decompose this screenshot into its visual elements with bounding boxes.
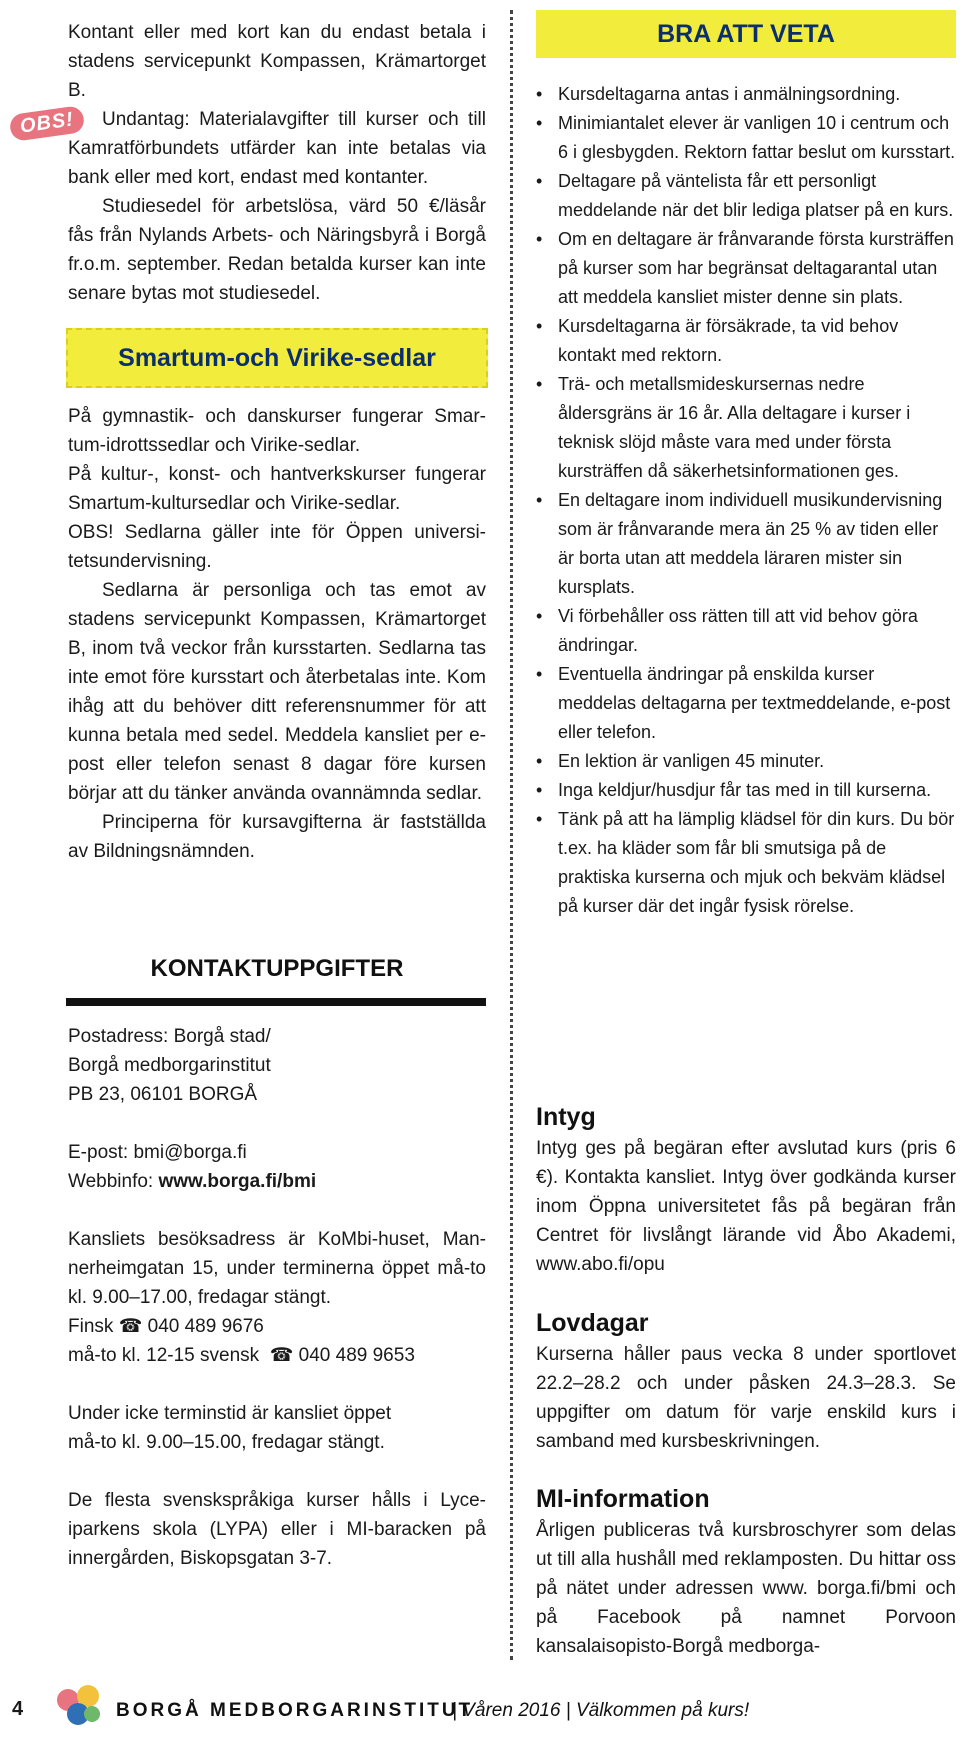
course-location: De flesta svenskspråkiga kurser hålls i Lyceiparkens skola (LYPA) eller i MI-baracken på innergården, Biskopsgatan 3-7. (68, 1490, 486, 1569)
exception-text: Undantag: Materialavgifter till kurser och till Kamratförbundets utfärder kan inte betalas via bank eller med kort, endast med kontanter. (68, 109, 486, 188)
info-bullet-item: • Vi förbehåller oss rätten till att vid behov göra ändringar. (536, 602, 956, 660)
info-bullet-item: • En lektion är vanligen 45 minuter. (536, 747, 956, 776)
address-line-1: Postadress: Borgå stad/ (68, 1026, 271, 1047)
visit-address: Kansliets besöksadress är KoMbi-huset, Mannerheimgatan 15, under terminerna öppet må-to kl. 9.00–17.00, fredagar stängt. (68, 1229, 486, 1308)
info-bullet-item: • Om en deltagare är frånvarande första kursträffen på kurser som har begränsat deltagarantal utan att meddela kansliet mister denne sin plats. (536, 225, 956, 312)
phone-icon: ☎ (269, 1345, 294, 1366)
info-bullet-item: • Inga keldjur/husdjur får tas med in till kurserna. (536, 776, 956, 805)
obs-badge: OBS! (8, 105, 85, 142)
info-bullet-item: • En deltagare inom individuell musikundervisning som är frånvarande mera än 25 % av tiden eller är borta utan att meddela läraren mister sin kursplats. (536, 486, 956, 602)
term-hours-1: Under icke terminstid är kansliet öppet (68, 1403, 392, 1424)
institute-name: BORGÅ MEDBORGARINSTITUT (116, 1700, 474, 1721)
page-number: 4 (12, 1698, 24, 1720)
phone-finnish-number: 040 489 9676 (147, 1316, 264, 1337)
column-divider (510, 10, 513, 1660)
bra-att-veta-heading: BRA ATT VETA (536, 10, 956, 58)
kontakt-rule (66, 998, 486, 1006)
smartum-text-4: Sedlarna är personliga och tas emot av stadens servicepunkt Kompassen, Krämartorget B, inom två veckor från kursstarten. Sedlarna tas inte emot före kursstart och återbetalas inte. Kom ihåg att du behöver ditt referensnummer för att kunna betala med sedel. Meddela kansliet per e-post eller telefon senast 8 dagar före kursen börjar att du tänker använda ovannämnda sedlar. (68, 580, 486, 804)
smartum-heading: Smartum-och Virike-sedlar (66, 328, 488, 388)
info-bullet-item: • Minimiantalet elever är vanligen 10 i centrum och 6 i glesbygden. Rektorn fattar beslut om kursstart. (536, 109, 956, 167)
smartum-text-3: OBS! Sedlarna gäller inte för Öppen universitetsundervisning. (68, 522, 486, 572)
info-bullet-item: • Trä- och metallsmideskursernas nedre åldersgräns är 16 år. Alla deltagare i kurser i teknisk slöjd måste vara med under första kursträffen då säkerhetsinformationen ges. (536, 370, 956, 486)
smartum-section (68, 402, 486, 866)
phone-finnish (68, 1312, 486, 1341)
info-bullet-item: • Tänk på att ha lämplig klädsel för din kurs. Du bör t.ex. ha kläder som får bli smutsiga på de praktiska kurserna och mjuk och bekväm klädsel på kurser där det ingår fysisk rörelse. (536, 805, 956, 921)
email-line: E-post: bmi@borga.fi (68, 1142, 247, 1163)
info-bullet-item: • Kursdeltagarna antas i anmälningsordning. (536, 80, 956, 109)
lovdagar-section (536, 1306, 956, 1456)
info-bullet-item: • Kursdeltagarna är försäkrade, ta vid behov kontakt med rektorn. (536, 312, 956, 370)
mi-text: Årligen publiceras två kursbroschyrer som delas ut till alla hushåll med reklamposten. Du hittar oss på nätet under adressen www. borga.fi/bmi och på Facebook på namnet Porvoon kansalaisopisto-Borgå medborga- (536, 1520, 956, 1657)
lovdagar-heading: Lovdagar (536, 1309, 649, 1337)
payment-section (68, 18, 486, 308)
info-bullet-item: • Deltagare på väntelista får ett personligt meddelande när det blir lediga platser på en kurs. (536, 167, 956, 225)
phone-finnish-label: Finsk (68, 1316, 114, 1337)
info-bullet-item: • Eventuella ändringar på enskilda kurser meddelas deltagarna per textmeddelande, e-post eller telefon. (536, 660, 956, 747)
intyg-section (536, 1100, 956, 1279)
term-hours-2: må-to kl. 9.00–15.00, fredagar stängt. (68, 1432, 385, 1453)
address-line-2: Borgå medborgarinstitut (68, 1055, 271, 1076)
web-link[interactable]: www.borga.fi/bmi (158, 1171, 317, 1192)
info-list (536, 80, 956, 921)
address-line-3: PB 23, 06101 BORGÅ (68, 1084, 258, 1105)
smartum-text-1: På gymnastik- och danskurser fungerar Smartum-idrottssedlar och Virike-sedlar. (68, 406, 486, 456)
payment-text: Kontant eller med kort kan du endast betala i stadens servicepunkt Kompassen, Krämartorget B. (68, 22, 486, 101)
mi-heading: MI-information (536, 1485, 710, 1513)
footer (0, 1680, 960, 1730)
phone-swedish-number: 040 489 9653 (298, 1345, 415, 1366)
mi-section (536, 1482, 956, 1661)
smartum-text-2: På kultur-, konst- och hantverkskurser fungerar Smartum-kultursedlar och Virike-sedlar. (68, 464, 486, 514)
intyg-text: Intyg ges på begäran efter avslutad kurs (pris 6 €). Kontakta kansliet. Intyg över godkända kurser inom Öppna universitetet fås på begäran från Centret för livslångt lärande vid Åbo Akademi, www.abo.fi/opu (536, 1138, 956, 1275)
intyg-heading: Intyg (536, 1103, 596, 1131)
kontakt-heading: KONTAKTUPPGIFTER (150, 955, 404, 982)
phone-swedish-label: må-to kl. 12-15 svensk (68, 1345, 260, 1366)
studiesedel-text: Studiesedel för arbetslösa, värd 50 €/läsår fås från Nylands Arbets- och Näringsbyrå i Borgå fr.o.m. september. Redan betalda kurser kan inte senare bytas mot studiesedel. (68, 196, 486, 304)
lovdagar-text: Kurserna håller paus vecka 8 under sportlovet 22.2–28.2 och under påsken 24.3–28.3. Se uppgifter om datum för varje enskild kurs i samband med kursbeskrivningen. (536, 1344, 956, 1452)
phone-icon: ☎ (118, 1316, 143, 1337)
contact-section (68, 1022, 486, 1573)
info-bullets (536, 80, 956, 921)
phone-swedish (68, 1341, 486, 1370)
footer-tagline: | Våren 2016 | Välkommen på kurs! (452, 1700, 750, 1721)
smartum-text-5: Principerna för kursavgifterna är fastställda av Bildningsnämnden. (68, 812, 486, 862)
web-label: Webbinfo: (68, 1171, 159, 1192)
web-line (68, 1167, 486, 1196)
